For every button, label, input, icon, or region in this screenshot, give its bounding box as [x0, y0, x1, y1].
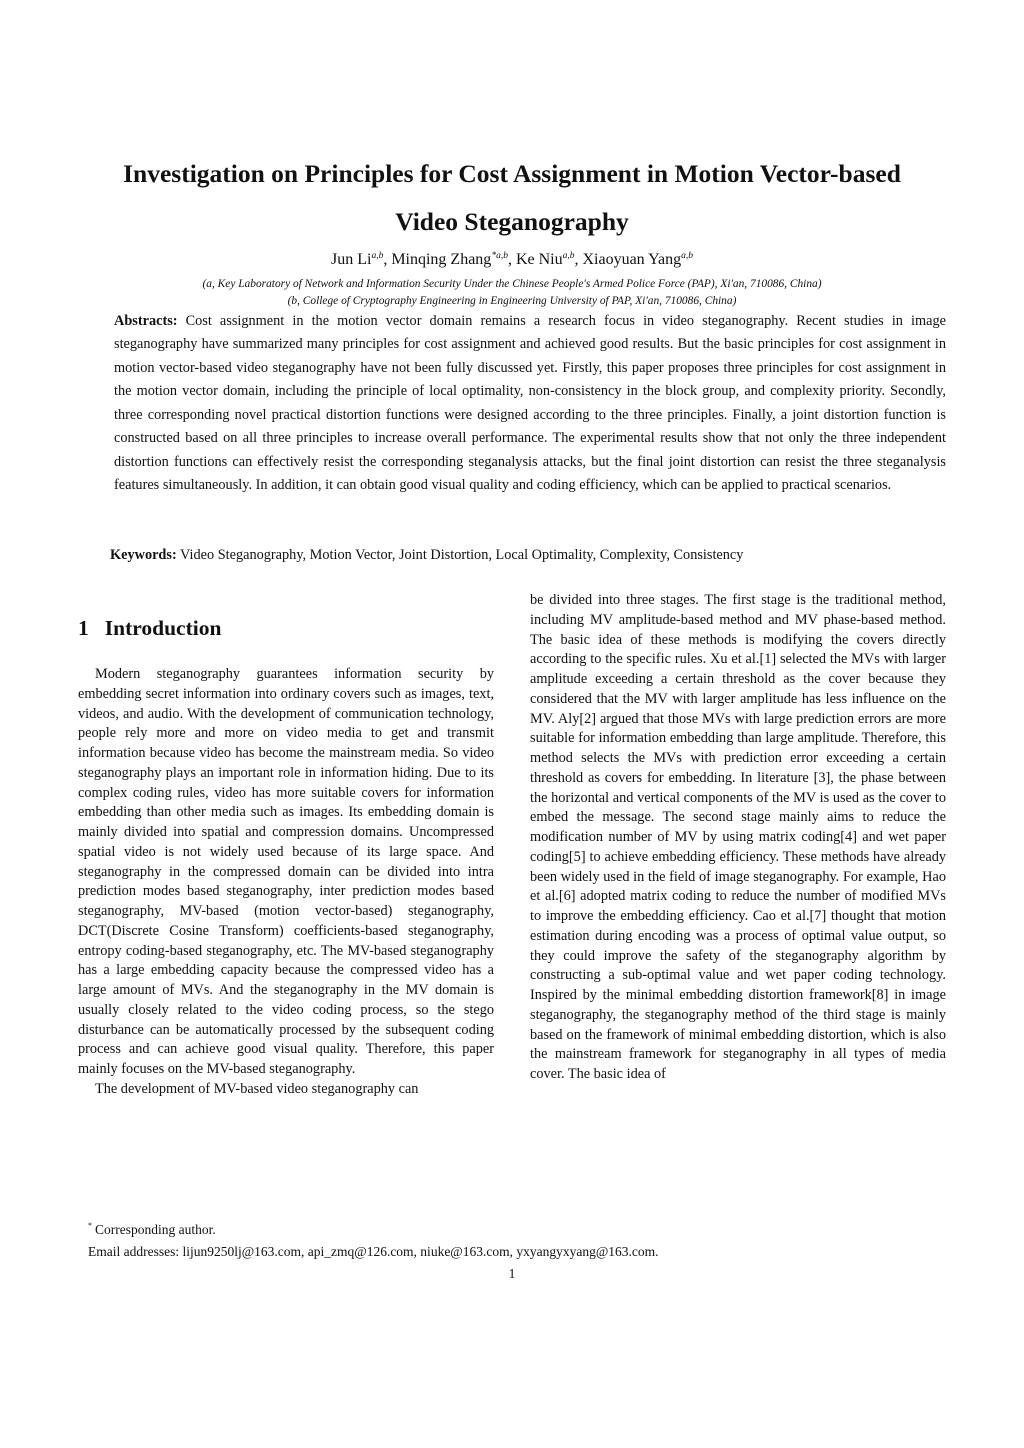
- left-column-body: [78, 665, 494, 1100]
- author-name: Minqing Zhang: [391, 251, 492, 268]
- paper-title-line-2: Video Steganography: [395, 207, 629, 236]
- abstract-text: Cost assignment in the motion vector domain remains a research focus in video steganography. Recent studies in image steganography have summarized many principles for cost assignment and achieved good results. But the basic principles for cost assignment in motion vector-based video steganography have not been fully discussed yet. Firstly, this paper proposes three principles for cost assignment in the motion vector domain, including the principle of local optimality, non-consistency in the block group, and complexity priority. Secondly, three corresponding novel practical distortion functions were designed according to the three principles. Finally, a joint distortion function is constructed based on all three principles to increase overall performance. The experimental results show that not only the three independent distortion functions can effectively resist the corresponding steganalysis attacks, but the final joint distortion can resist the three steganalysis features simultaneously. In addition, it can obtain good visual quality and coding efficiency, which can be applied to practical scenarios.: [114, 313, 946, 494]
- author-separator: ,: [574, 251, 583, 268]
- section-number: 1: [78, 616, 89, 640]
- author-affiliation-mark: a,b: [681, 251, 694, 261]
- abstract: [114, 310, 946, 498]
- footnote-mark: *: [88, 1221, 92, 1230]
- footnote-text: Corresponding author.: [95, 1222, 216, 1237]
- author-affiliation-mark: a,b: [371, 251, 384, 261]
- paper-title-line-1: Investigation on Principles for Cost Assignment in Motion Vector-based: [123, 159, 901, 188]
- section-title: Introduction: [104, 616, 222, 640]
- author-name: Ke Niu: [515, 251, 563, 268]
- keywords: [110, 544, 970, 566]
- affiliation-a: (a, Key Laboratory of Network and Information Security Under the Chinese People's Armed Police Force (PAP), Xi'an, 710086, China): [202, 278, 822, 290]
- author-list: [60, 251, 964, 269]
- keywords-label: Keywords:: [110, 547, 177, 563]
- page-number: 1: [508, 1266, 516, 1281]
- author-separator: ,: [507, 251, 516, 268]
- body-paragraph: Modern steganography guarantees information security by embedding secret information into ordinary covers such as images, text, videos, and audio. With the development of communication technology, people rely more and more on video media to get and transmit information because video has become the mainstream media. So video steganography plays an important role in information hiding. Due to its complex coding rules, video has more suitable covers for information embedding than other media such as images. Its embedding domain is mainly divided into spatial and compression domains. Uncompressed spatial video is not widely used because of its large space. And steganography in the compressed domain can be divided into intra prediction modes based steganography, inter prediction modes based steganography, MV-based (motion vector-based) steganography, DCT(Discrete Cosine Transform) coefficients-based steganography, entropy coding-based steganography, etc. The MV-based steganography has a large embedding capacity because the compressed video has a large amount of MVs. And the steganography in the MV domain is usually closely related to the video coding process, so the stego disturbance can be automatically processed by the subsequent coding process and can achieve good visual quality. Therefore, this paper mainly focuses on the MV-based steganography.: [78, 666, 494, 1077]
- paper-title: [60, 150, 964, 246]
- author-affiliation-mark: a,b: [562, 251, 575, 261]
- footnote-corresponding-author: [88, 1220, 216, 1240]
- footnote-email-addresses: Email addresses: lijun9250lj@163.com, api_zmq@126.com, niuke@163.com, yxyangyxyang@163.com.: [88, 1244, 659, 1259]
- body-paragraph: The development of MV-based video steganography can: [95, 1080, 419, 1097]
- author-separator: ,: [383, 251, 392, 268]
- abstract-label: Abstracts:: [114, 313, 178, 329]
- author-name: Xiaoyuan Yang: [582, 251, 682, 268]
- author-name: Jun Li: [330, 251, 372, 268]
- section-heading-introduction: [78, 613, 221, 643]
- right-column-body: [530, 591, 946, 1085]
- affiliation-b: (b, College of Cryptography Engineering in Engineering University of PAP, Xi'an, 710086, China): [287, 295, 737, 307]
- keywords-text: Video Steganography, Motion Vector, Joint Distortion, Local Optimality, Complexity, Consistency: [180, 547, 744, 563]
- author-affiliation-mark: *a,b: [491, 251, 508, 261]
- body-paragraph: be divided into three stages. The first stage is the traditional method, including MV amplitude-based method and MV phase-based method. The basic idea of these methods is modifying the covers directly according to the specific rules. Xu et al.[1] selected the MVs with larger amplitude exceeding a certain threshold as the cover because they considered that the MV with larger amplitude has less influence on the MV. Aly[2] argued that those MVs with large prediction errors are more suitable for information embedding than large amplitude. Therefore, this method selects the MVs with prediction error exceeding a certain threshold as covers for embedding. In literature [3], the phase between the horizontal and vertical components of the MV is used as the cover to embed the message. The second stage mainly aims to reduce the modification number of MV by using matrix coding[4] and wet paper coding[5] to achieve embedding efficiency. These methods have already been widely used in the field of image steganography. For example, Hao et al.[6] adopted matrix coding to reduce the number of modified MVs to improve the embedding efficiency. Cao et al.[7] thought that motion estimation during encoding was a process of optimal value output, so they could improve the safety of the steganography algorithm by constructing a sub-optimal value and wet paper coding technology. Inspired by the minimal embedding distortion framework[8] in image steganography, the steganography method of the third stage is mainly based on the framework of minimal embedding distortion, which is also the mainstream framework for steganography in all types of media cover. The basic idea of: [530, 592, 946, 1082]
